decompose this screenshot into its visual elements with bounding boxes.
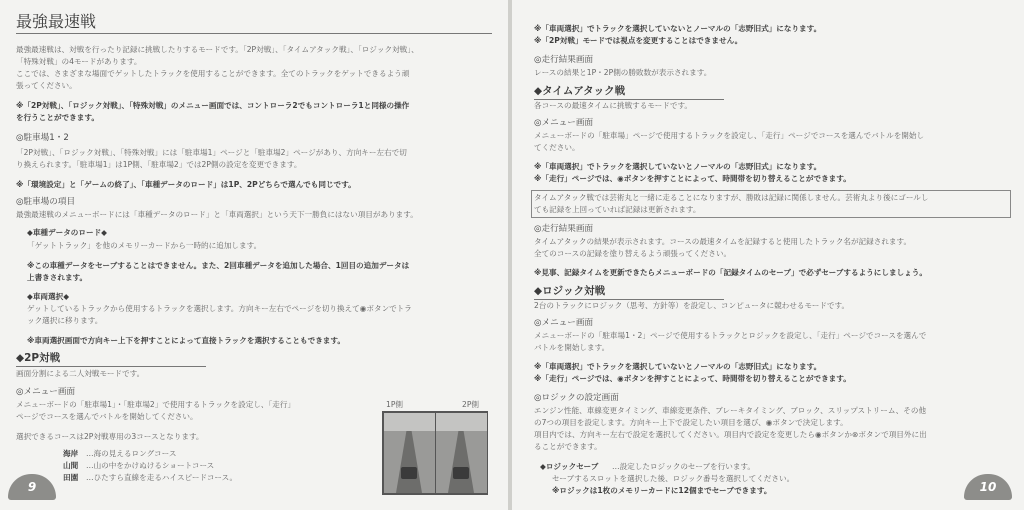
page-title: 最強最速戦 <box>16 12 97 31</box>
load-heading: ◆車種データのロード◆ <box>27 228 108 237</box>
intro-line: 最強最速戦は、対戦を行ったり記録に挑戦したりするモードです。「2P対戦」、「タイムアタック戦」、「ロジック対戦」、 <box>16 45 419 54</box>
left-page <box>0 0 508 510</box>
logic-save-note: ※ロジックは1枚のメモリーカードに12個までセーブできます。 <box>552 486 772 495</box>
load-note: ※この車種データをセーブすることはできません。また、2回車種データを追加した場合、1回目の追加データは <box>27 261 410 270</box>
ta-note: ※「走行」ページでは、◉ボタンを押すことによって、時間帯を切り替えることができます。 <box>534 174 851 183</box>
logic-save-desc: …設定したロジックのセーブを行います。 <box>612 462 755 471</box>
ta-box-text: タイムアタック戦では芸術丸と一緒に走ることになりますが、勝敗は記録に関係しません。芸術丸より後にゴールし <box>534 193 929 202</box>
top-note: ※「2P対戦」モードでは視点を変更することはできません。 <box>534 36 743 45</box>
load-text: 「ゲットトラック」を他のメモリーカードから一時的に追加します。 <box>27 241 262 250</box>
menu-heading: ◎メニュー画面 <box>16 387 76 397</box>
screen-label-2p: 2P側 <box>462 400 480 409</box>
logic-underline <box>534 299 724 300</box>
page-number: 10 <box>979 480 997 494</box>
vs-text: 画面分割による二人対戦モードです。 <box>16 369 145 378</box>
ta-result-text: 全てのコースの記録を塗り替えるよう頑張ってください。 <box>534 249 732 258</box>
screen-2p <box>436 413 487 493</box>
top-note: ※「車両選択」でトラックを選択していないとノーマルの「志野旧式」になります。 <box>534 24 822 33</box>
logic-setting-text: エンジン性能、車線変更タイミング、車線変更条件、ブレーキタイミング、ブロック、スリップストリーム、その他 <box>534 406 927 415</box>
intro-line: 張ってください。 <box>16 81 77 90</box>
screen-1p <box>384 413 435 493</box>
menu-text: メニューボードの「駐車場1」・「駐車場2」で使用するトラックを設定し、「走行」 <box>16 400 296 409</box>
vs-heading: ◆2P対戦 <box>16 352 61 364</box>
logic-menu-heading: ◎メニュー画面 <box>534 318 594 328</box>
course-name: 海岸 <box>63 449 79 458</box>
ta-note: ※「車両選択」でトラックを選択していないとノーマルの「志野旧式」になります。 <box>534 162 822 171</box>
ta-heading: ◆タイムアタック戦 <box>534 85 626 97</box>
logic-menu-text: メニューボードの「駐車場1・2」ページで使用するトラックとロジックを設定し、「走行」ページでコースを選んで <box>534 331 927 340</box>
select-note: ※車両選択画面で方向キー上下を押すことによって直接トラックを選択することもできます。 <box>27 336 345 345</box>
logic-setting-text: ることができます。 <box>534 442 602 451</box>
ta-menu-text: メニューボードの「駐車場」ページで使用するトラックを設定し、「走行」ページでコースを選んでバトルを開始し <box>534 131 925 140</box>
logic-setting-text: 項目内では、方向キー左右で設定を選択してください。項目内で設定を変更したら◉ボタンか⊗ボタンで項目外に出 <box>534 430 927 439</box>
parking-heading: ◎駐車場1・2 <box>16 133 69 143</box>
logic-setting-text: の7つの項目を設定します。方向キー上下で設定したい項目を選び、◉ボタンで決定します。 <box>534 418 848 427</box>
logic-menu-text: バトルを開始します。 <box>534 343 610 352</box>
ta-result-note: ※見事、記録タイムを更新できたらメニューボードの「記録タイムのセーブ」で必ずセーブするようにしましょう。 <box>534 268 927 277</box>
ta-box-text: ても記録を上回っていれば記録は更新されます。 <box>534 205 701 214</box>
screen-label-1p: 1P側 <box>386 400 404 409</box>
course-name: 山間 <box>63 461 79 470</box>
parking-text: 「2P対戦」、「ロジック対戦」、「特殊対戦」には「駐車場1」ページと「駐車場2」ページがあり、方向キー左右で切 <box>16 148 407 157</box>
logic-setting-heading: ◎ロジックの設定画面 <box>534 393 619 403</box>
ta-menu-text: てください。 <box>534 143 580 152</box>
ta-menu-heading: ◎メニュー画面 <box>534 118 594 128</box>
intro-line: 「特殊対戦」の4モードがあります。 <box>16 57 142 66</box>
intro-line: ここでは、さまざまな場面でゲットしたトラックを使用することができます。全てのトラックをゲットできるよう頑 <box>16 69 410 78</box>
menu-text: ページでコースを選んでバトルを開始してください。 <box>16 412 198 421</box>
parking-items-text: 最強最速戦のメニューボードには「車種データのロード」と「車両選択」という天下一勝負にはない項目があります。 <box>16 210 418 219</box>
ta-text: 各コースの最速タイムに挑戦するモードです。 <box>534 101 693 110</box>
logic-text: 2台のトラックにロジック（思考、方針等）を設定し、コンピュータに競わせるモードです。 <box>534 301 850 310</box>
logic-note: ※「車両選択」でトラックを選択していないとノーマルの「志野旧式」になります。 <box>534 362 822 371</box>
title-underline <box>16 33 492 34</box>
result-heading: ◎走行結果画面 <box>534 55 594 65</box>
course-desc: …海の見えるロングコース <box>86 449 177 458</box>
logic-heading: ◆ロジック対戦 <box>534 285 606 297</box>
logic-save-label: ◆ロジックセーブ <box>540 462 599 471</box>
select-text: ック選択に移ります。 <box>27 316 103 325</box>
ta-result-heading: ◎走行結果画面 <box>534 224 594 234</box>
load-note: 上書きされます。 <box>27 273 88 282</box>
logic-save-text: セーブするスロットを選択した後、ロジック番号を選択してください。 <box>552 474 795 483</box>
parking-note: ※「環境設定」と「ゲームの終了」、「車種データのロード」は1P、2Pどちらで選んでも同じです。 <box>16 180 356 189</box>
select-heading: ◆車両選択◆ <box>27 292 70 301</box>
course-name: 田園 <box>63 473 79 482</box>
course-intro: 選択できるコースは2P対戦専用の3コースとなります。 <box>16 432 204 441</box>
select-text: ゲットしているトラックから使用するトラックを選択します。方向キー左右でページを切り換えて◉ボタンでトラ <box>27 304 412 313</box>
split-screen-image <box>382 411 488 495</box>
page-number-badge <box>964 474 1012 500</box>
course-desc: …ひたすら直線を走るハイスピードコース。 <box>86 473 238 482</box>
ta-underline <box>534 99 724 100</box>
right-page <box>512 0 1024 510</box>
parking-items-heading: ◎駐車場の項目 <box>16 197 76 207</box>
controller-note: を行うことができます。 <box>16 113 99 122</box>
vs-underline <box>16 366 206 367</box>
course-desc: …山の中をかけぬけるショートコース <box>86 461 215 470</box>
controller-note: ※「2P対戦」、「ロジック対戦」、「特殊対戦」のメニュー画面では、コントローラ2でもコントローラ1と同様の操作 <box>16 101 410 110</box>
logic-note: ※「走行」ページでは、◉ボタンを押すことによって、時間帯を切り替えることができます。 <box>534 374 851 383</box>
page-number: 9 <box>27 480 37 494</box>
result-text: レースの結果と1P・2P側の勝敗数が表示されます。 <box>534 68 712 77</box>
parking-text: り換えられます。「駐車場1」は1P側、「駐車場2」では2P側の設定を変更できます。 <box>16 160 302 169</box>
ta-result-text: タイムアタックの結果が表示されます。コースの最速タイムを記録すると使用したトラック名が記録されます。 <box>534 237 912 246</box>
page-number-badge <box>8 474 56 500</box>
